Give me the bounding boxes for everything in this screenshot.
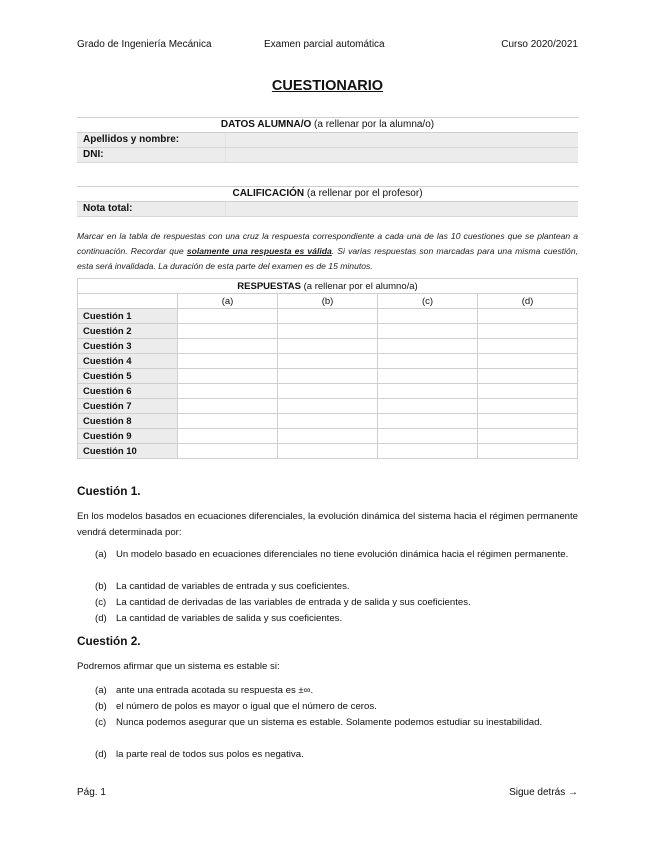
answer-mark-cell[interactable] — [478, 429, 578, 444]
student-name-field[interactable]: Apellidos y nombre: — [77, 133, 578, 148]
answer-mark-cell[interactable] — [278, 339, 378, 354]
answer-mark-cell[interactable] — [178, 384, 278, 399]
answers-table-corner — [78, 294, 178, 309]
question-2-option-d: (d) la parte real de todos sus polos es negativa. — [95, 749, 304, 760]
answers-table-row — [78, 309, 578, 324]
answers-table-row — [78, 384, 578, 399]
page-title: CUESTIONARIO — [271, 78, 384, 94]
answer-mark-cell[interactable] — [378, 384, 478, 399]
answer-mark-cell[interactable] — [178, 324, 278, 339]
answers-table-row — [78, 324, 578, 339]
answers-table-caption: RESPUESTAS (a rellenar por el alumno/a) — [78, 279, 578, 294]
answer-mark-cell[interactable] — [378, 369, 478, 384]
question-row-label: Cuestión 5 — [78, 369, 178, 384]
question-1-option-a: (a) Un modelo basado en ecuaciones diferenciales no tiene evolución dinámica hacia el régimen permanente. — [95, 549, 569, 560]
answer-mark-cell[interactable] — [478, 414, 578, 429]
header-course-degree: Grado de Ingeniería Mecánica — [77, 39, 212, 50]
answer-mark-cell[interactable] — [478, 444, 578, 459]
question-2-option-a: (a) ante una entrada acotada su respuesta es ±∞. — [95, 685, 314, 696]
answers-column-header: (c) — [378, 294, 478, 309]
student-data-box — [77, 117, 578, 163]
answer-mark-cell[interactable] — [278, 384, 378, 399]
answers-table-row — [78, 444, 578, 459]
answer-mark-cell[interactable] — [478, 339, 578, 354]
answer-mark-cell[interactable] — [178, 399, 278, 414]
answer-mark-cell[interactable] — [378, 339, 478, 354]
answer-mark-cell[interactable] — [178, 369, 278, 384]
grade-heading: CALIFICACIÓN (a rellenar por el profesor) — [77, 186, 578, 202]
student-dni-field[interactable]: DNI: — [77, 148, 578, 163]
answers-table-row — [78, 354, 578, 369]
answer-mark-cell[interactable] — [278, 369, 378, 384]
student-data-heading: DATOS ALUMNA/O (a rellenar por la alumna/o) — [77, 117, 578, 133]
answer-mark-cell[interactable] — [278, 429, 378, 444]
answers-column-header: (d) — [478, 294, 578, 309]
header-exam-name: Examen parcial automática — [264, 39, 385, 50]
question-row-label: Cuestión 2 — [78, 324, 178, 339]
answer-mark-cell[interactable] — [178, 414, 278, 429]
question-1-statement: En los modelos basados en ecuaciones diferenciales, la evolución dinámica del sistema hacia el régimen permanente vendrá determinada por: — [77, 511, 578, 538]
grade-box — [77, 186, 578, 217]
answer-mark-cell[interactable] — [478, 309, 578, 324]
answer-mark-cell[interactable] — [178, 309, 278, 324]
question-row-label: Cuestión 6 — [78, 384, 178, 399]
question-row-label: Cuestión 1 — [78, 309, 178, 324]
question-1-option-b: (b) La cantidad de variables de entrada y sus coeficientes. — [95, 581, 350, 592]
answer-mark-cell[interactable] — [478, 369, 578, 384]
answer-mark-cell[interactable] — [378, 414, 478, 429]
question-1-option-d: (d) La cantidad de variables de salida y sus coeficientes. — [95, 613, 343, 624]
question-row-label: Cuestión 7 — [78, 399, 178, 414]
question-row-label: Cuestión 4 — [78, 354, 178, 369]
answers-column-header: (b) — [278, 294, 378, 309]
instructions-emphasis: solamente una respuesta es válida — [186, 246, 332, 257]
answer-mark-cell[interactable] — [478, 354, 578, 369]
continue-on-back-note: Sigue detrás → — [509, 787, 578, 798]
answer-mark-cell[interactable] — [378, 444, 478, 459]
question-2-option-b: (b) el número de polos es mayor o igual que el número de ceros. — [95, 701, 377, 712]
question-1-title: Cuestión 1. — [77, 484, 141, 498]
question-2-title: Cuestión 2. — [77, 634, 141, 648]
answer-mark-cell[interactable] — [478, 324, 578, 339]
answer-mark-cell[interactable] — [378, 354, 478, 369]
answer-mark-cell[interactable] — [278, 399, 378, 414]
answers-table-row — [78, 369, 578, 384]
answer-mark-cell[interactable] — [278, 354, 378, 369]
answer-mark-cell[interactable] — [278, 414, 378, 429]
question-row-label: Cuestión 9 — [78, 429, 178, 444]
answers-table — [77, 278, 578, 459]
answer-mark-cell[interactable] — [178, 444, 278, 459]
answer-mark-cell[interactable] — [478, 384, 578, 399]
question-1-option-c: (c) La cantidad de derivadas de las variables de entrada y de salida y sus coeficientes. — [95, 597, 471, 608]
question-2-option-c: (c) Nunca podemos asegurar que un sistema es estable. Solamente podemos estudiar su inestabilidad. — [95, 717, 543, 728]
answer-mark-cell[interactable] — [178, 429, 278, 444]
answers-column-header: (a) — [178, 294, 278, 309]
instructions-text: Marcar en la tabla de respuestas con una cruz la respuesta correspondiente a cada una de las 10 cuestiones que se plantean a continuación. Recordar que solamente una respuesta es válida. Si varias respuestas son marcadas para una misma cuestión, esta será invalidada. La duración de esta parte del examen es de 15 minutos. — [77, 231, 578, 272]
answer-mark-cell[interactable] — [278, 444, 378, 459]
answer-mark-cell[interactable] — [178, 339, 278, 354]
question-row-label: Cuestión 3 — [78, 339, 178, 354]
answer-mark-cell[interactable] — [378, 429, 478, 444]
question-2-statement: Podremos afirmar que un sistema es estable si: — [77, 661, 280, 672]
answers-table-row — [78, 414, 578, 429]
question-row-label: Cuestión 10 — [78, 444, 178, 459]
total-grade-field[interactable]: Nota total: — [77, 202, 578, 217]
header-academic-year: Curso 2020/2021 — [501, 39, 578, 50]
answers-table-row — [78, 429, 578, 444]
answers-table-row — [78, 339, 578, 354]
answer-mark-cell[interactable] — [378, 309, 478, 324]
answer-mark-cell[interactable] — [278, 309, 378, 324]
answer-mark-cell[interactable] — [278, 324, 378, 339]
page-number: Pág. 1 — [77, 787, 106, 798]
answer-mark-cell[interactable] — [478, 399, 578, 414]
question-row-label: Cuestión 8 — [78, 414, 178, 429]
answers-table-row — [78, 399, 578, 414]
answer-mark-cell[interactable] — [178, 354, 278, 369]
answer-mark-cell[interactable] — [378, 399, 478, 414]
answer-mark-cell[interactable] — [378, 324, 478, 339]
